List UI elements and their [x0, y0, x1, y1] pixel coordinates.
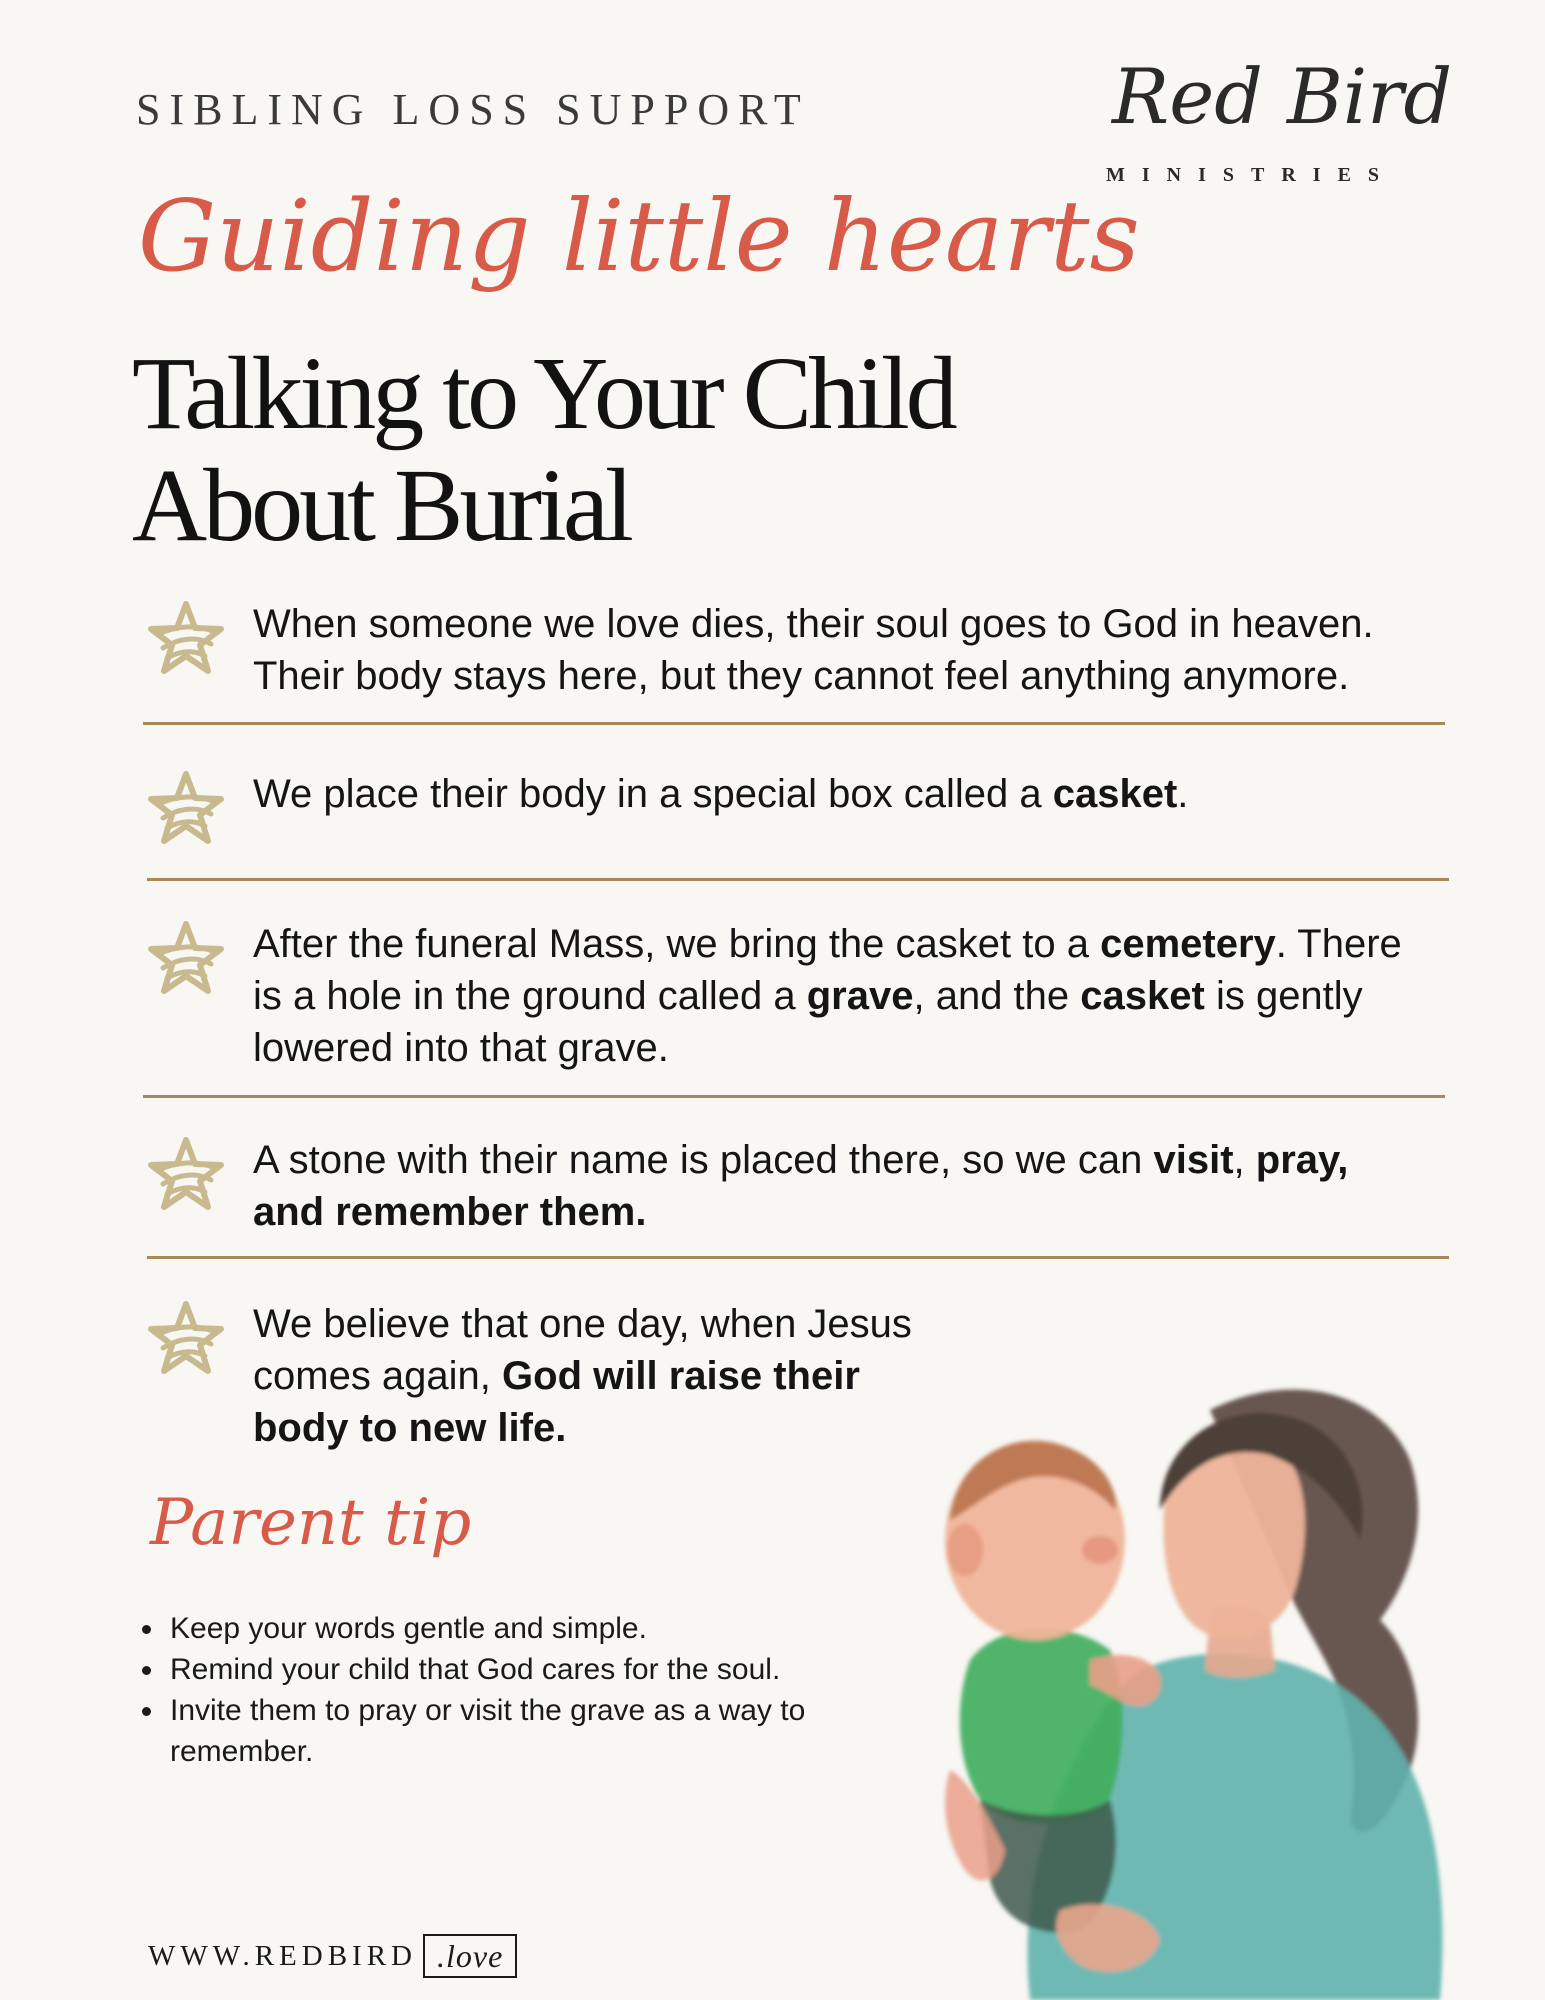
item-text-run: is gently lowered into that grave. — [253, 974, 1363, 1070]
item-text-run: After the funeral Mass, we bring the casket to a — [253, 922, 1101, 966]
mother-child-illustration — [910, 1350, 1510, 2000]
script-heading: Guiding little hearts — [138, 180, 1140, 294]
item-text-run: . — [1177, 772, 1189, 816]
footer-url-main: WWW.REDBIRD — [148, 1939, 417, 1972]
item-text-run: . There is a hole in the ground called a — [253, 922, 1402, 1018]
item-bold-text: grave — [806, 974, 914, 1018]
divider-2 — [147, 878, 1449, 881]
tip-bullet: • Invite them to pray or visit the grave as a way to remember. — [166, 1690, 810, 1772]
item-bold-text: casket — [1052, 772, 1178, 816]
star-scribble-icon — [145, 598, 227, 685]
list-item-4 — [145, 1134, 1413, 1238]
item-text-3 — [253, 918, 1413, 1074]
footer-url-box: .love — [423, 1934, 517, 1978]
item-text-5 — [253, 1298, 953, 1454]
list-item-3 — [145, 918, 1413, 1074]
star-scribble-icon — [145, 1298, 227, 1385]
star-scribble-icon — [145, 768, 227, 855]
tip-bullet: • Keep your words gentle and simple. — [166, 1608, 866, 1649]
item-bold-text: casket — [1080, 974, 1205, 1018]
red-bird-logo — [1100, 52, 1460, 202]
star-scribble-icon — [145, 918, 227, 1005]
item-text-run: , — [1233, 1138, 1256, 1182]
item-bold-text: visit — [1153, 1138, 1234, 1182]
logo-subtitle: MINISTRIES — [1106, 164, 1397, 186]
list-item-5 — [145, 1298, 953, 1454]
page-title — [132, 338, 1032, 562]
parent-tip-heading: Parent tip — [150, 1486, 472, 1560]
item-bold-text: pray, — [1255, 1138, 1349, 1182]
title-line-1: Talking to Your Child — [132, 336, 954, 451]
item-text-1 — [253, 598, 1433, 702]
logo-script-text: Red Bird — [1112, 52, 1453, 141]
item-text-run: When someone we love dies, their soul goes to God in heaven. Their body stays here, but they cannot feel anything anymore. — [253, 602, 1374, 698]
title-line-2: About Burial — [132, 448, 630, 563]
divider-4 — [147, 1256, 1449, 1259]
tip-bullet: • Remind your child that God cares for the soul. — [166, 1649, 866, 1690]
divider-3 — [143, 1095, 1445, 1098]
eyebrow-label: SIBLING LOSS SUPPORT — [136, 85, 810, 134]
item-text-2 — [253, 768, 1433, 820]
star-scribble-icon — [145, 1134, 227, 1221]
item-bold-text: God will raise their body to new life. — [253, 1354, 860, 1450]
item-text-4 — [253, 1134, 1413, 1238]
list-item-2 — [145, 768, 1433, 855]
footer-website[interactable] — [148, 1934, 517, 1978]
item-text-run: We place their body in a special box called a — [253, 772, 1053, 816]
item-text-run: We believe that one day, when Jesus comes again, — [253, 1302, 912, 1398]
item-bold-text: cemetery — [1100, 922, 1276, 966]
parent-tip-list — [130, 1608, 866, 1772]
item-bold-text: and remember them. — [253, 1190, 647, 1234]
item-text-run: A stone with their name is placed there, so we can — [253, 1138, 1154, 1182]
item-text-run: , and the — [913, 974, 1081, 1018]
divider-1 — [143, 722, 1445, 725]
list-item-1 — [145, 598, 1433, 702]
